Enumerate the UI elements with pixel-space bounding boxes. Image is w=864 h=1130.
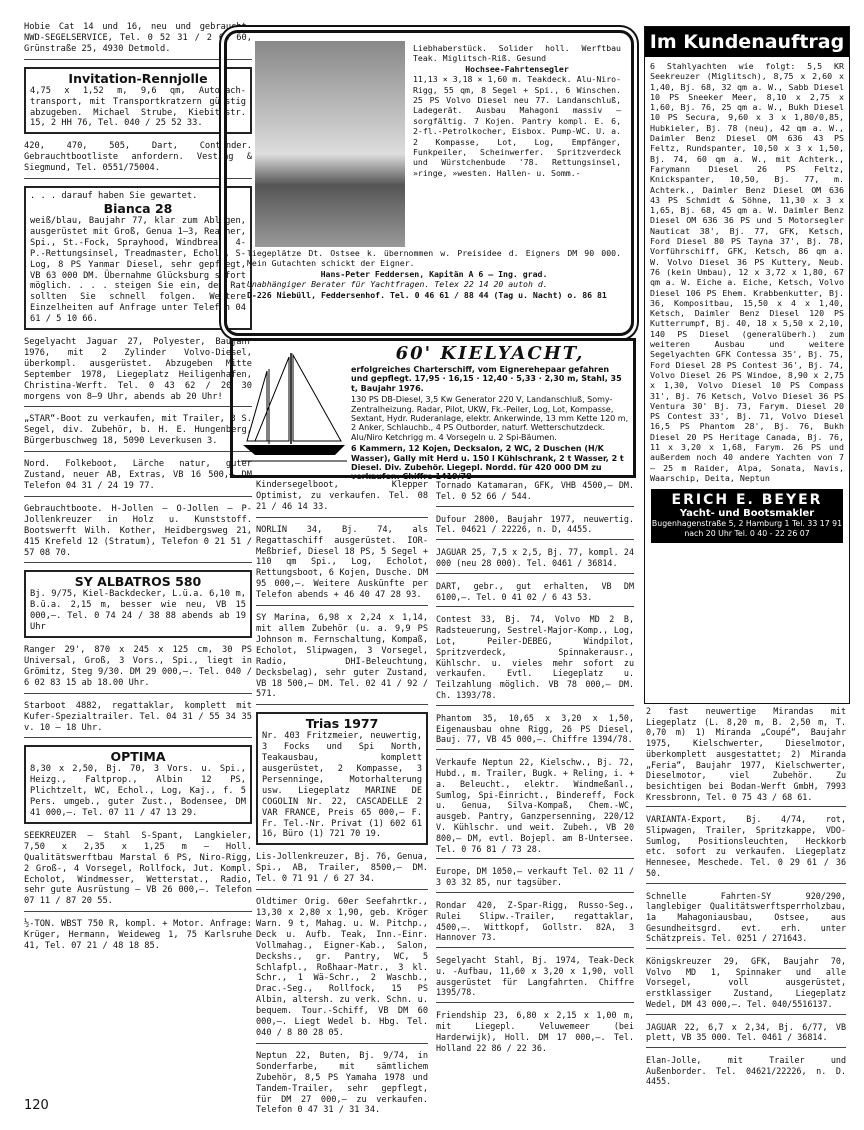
column-2 [436, 480, 634, 1064]
ad-heading: Invitation-Rennjolle [68, 70, 208, 86]
classified-ad [24, 504, 252, 564]
ad-text: weiß/blau, Baujahr 77, klar zum Ablegen, ausgerüstet mit Groß, Genua 1–3, Reacher, Spi., St.-Fock, Sprayhood, Windbreak, 4-P.-Rettungsinsel, Treadmaster, Echol., S-Log, 8 PS Yanmar Diesel, sehr gepflegt, VB 63 000 DM. Übernahme Glücksburg sofort möglich. . . . steigen Sie ein, dem Rat sollten Sie schnell folgen. Weitere Einzelheiten auf Anfrage unter Telefon 04 61 / 5 10 66. [30, 215, 246, 325]
advert-bottom: liegeplätze Dt. Ostsee k. übernommen w. Preisidee d. Eigners DM 90 000. Mein Gutachten schickt der Eigner. [247, 248, 621, 269]
classified-ad [24, 459, 252, 497]
classified-ad [646, 891, 846, 950]
classified-ad [256, 897, 428, 1044]
classified-ad [24, 570, 252, 638]
kielyacht-subtitle: erfolgreiches Charterschiff, vom Eignerehepaar gefahren und gepflegt. 17,95 · 16,15 · 12,40 · 5,33 · 2,30 m, Stahl, 35 t, Baujahr 1976. [351, 365, 622, 393]
classified-ad [646, 1022, 846, 1048]
kielyacht-advert [230, 338, 636, 482]
classified-ad [436, 614, 634, 705]
ad-text: ½-TON. WBST 750 R, kompl. + Motor. Anfrage: Krüger, Hermann, Weideweg 1, 75 Karlsruhe 41, Tel. 07 21 / 48 18 85. [24, 919, 252, 952]
ad-text: 4,75 x 1,52 m, 9,6 qm, Autodach-transport, mit Transportkratzern günstig abzugeben. Michael Strube, Kiebitzstr. 15, 2 HH 76, Tel. 040 / 25 52 33. [30, 85, 246, 129]
classified-ad [24, 22, 252, 60]
advert-signature: Hans-Peter Feddersen, Kapitän A 6 — Ing. grad. [320, 268, 548, 279]
ad-text: Friendship 23, 6,80 x 2,15 x 1,00 m, mit Liegepl. Veluwemeer (bei Harderwijk), Holl. DM 17 000,–. Tel. Holland 22 86 / 22 36. [436, 1010, 634, 1053]
ad-text: Tornado Katamaran, GFK, VHB 4500,– DM. Tel. 0 52 66 / 544. [436, 480, 634, 501]
classified-ad [256, 712, 428, 845]
classified-ad [646, 956, 846, 1015]
ad-text: Oldtimer Orig. 60er Seefahrtkr., 13,30 x 2,80 x 1,90, geb. Kröger Warn. 9 t, Mahag. u. W. Pitchp., Deck u. Aufb. Teak, Inn.-Einr. Vollmahag., Eigner-Kab., Salon, Deckshs., gr. Pantry, WC, 5 Schlafpl., Roßhaar-Matr., 3 kl. Schr., 1 Wä-Schr., 2 Waschb., Drac.-Seg., Rollfock, 15 PS Albin, altersh. zu verk. Schn. u. bequem. Tour.-Schiff, VB DM 60 000,–. Liegt Wedel b. Hbg. Tel. 040 / 8 80 28 05. [256, 897, 428, 1038]
ad-text: Gebrauchtboote. H-Jollen — O-Jollen — P-Jollenkreuzer in Holz u. Kunststoff. Bootswerft Wilh. Kother, Heidbergsweg 21, 415 Krefeld 12 (Stratum), Telefon 0 21 51 / 57 08 70. [24, 503, 252, 558]
beyer-address: Bugenhagenstraße 5, 2 Hamburg 1 Tel. 33 17 91 nach 20 Uhr Tel. 0 40 - 22 26 07 [651, 519, 843, 539]
classified-ad [24, 186, 252, 330]
ad-preface: . . . darauf haben Sie gewartet. [30, 191, 198, 202]
beyer-box [651, 489, 843, 543]
classified-ad [256, 525, 428, 606]
ad-text: Nr. 403 Fritzmeier, neuwertig, 3 Focks und Spi North, Teakausbau, komplett ausgerüstet, 2 Kompasse, 3 Persenninge, Motorhalterung usw. Liegeplatz MARINE DE COGOLIN Nr. 22, CASCADELLE 2 VAR FRANCE, Preis 65 000,– F. Fr. Tel.-Nr. Privat (1) 602 61 16, Büro (1) 721 70 19. [262, 731, 422, 840]
ad-text: NORLIN 34, Bj. 74, als Regattaschiff ausgerüstet. IOR-Meßbrief, Diesel 18 PS, 5 Segel + 110 qm Spi., Log, Echolot, Rettungsboot, 6 Kojen, Dusche. DM 95 000,–. Weitere Auskünfte per Telefon abends + 46 40 47 28 93. [256, 524, 428, 601]
ad-text: Contest 33, Bj. 74, Volvo MD 2 B, Radsteuerung, Sestrel-Major-Komp., Log, Lot, Peiler-DEBEG, Windpilot, Spritzverdeck, Spinnakerausr., Kühlschr. u. vieles mehr sofort zu verkaufen. Evtl. Liegeplatz u. Teilzahlung möglich. VB 78 000,– DM. Ch. 1393/78. [436, 614, 634, 700]
ad-text: DART, gebr., gut erhalten, VB DM 6100,–. Tel. 0 41 02 / 6 43 53. [436, 580, 634, 602]
classified-ad [436, 514, 634, 541]
ad-text: Verkaufe Neptun 22, Kielschw., Bj. 72, Hubd., m. Trailer, Bugk. + Reling, i. + a. Beleucht., elektr. Windmeßanl., Sumlog, Spi-Einricht., Bindereff, Fock u. Genua, Silva-Kompaß, Chem.-WC, ausgeb. Pantry, Ganzpersenning, 220/12 V. Kühlschr. und weit. Zubeh., VB 20 800,– DM, evtl. Bojepl. am B-Untersee. Tel. 0 76 81 / 73 28. [436, 757, 634, 854]
ad-text: Rondar 420, Z-Spar-Rigg, Russo-Seg., Rulei Slipw.-Trailer, regattaklar, 4500,–. Wittkopf, Gollstr. 82A, 3 Hannover 73. [436, 899, 634, 943]
ad-text: Elan-Jolle, mit Trailer und Außenborder. Tel. 04621/22226, n. D. 4455. [646, 1054, 846, 1087]
page-number: 120 [24, 1098, 49, 1113]
classified-ad [646, 814, 846, 883]
classified-ad [646, 706, 846, 807]
classified-ad [24, 831, 252, 912]
ad-text: Königskreuzer 29, GFK, Baujahr 70, Volvo MD 1, Spinnaker und alle Vorsegel, voll ausgerüstet, erstklassiger Zustand, Liegeplatz Wedel, DM 43 000,–. Tel. 040/5516137. [646, 956, 846, 1009]
ad-text: Phantom 35, 10,65 x 3,20 x 1,50, Eigenausbau ohne Rigg, 26 PS Diesel, Bauj. 77, VB 45 000,–. Chiffre 1394/78. [436, 712, 634, 745]
ad-text: Lis-Jollenkreuzer, Bj. 76, Genua, Spi., AB, Trailer, 8500,– DM. Tel. 0 71 91 / 6 27 34. [256, 852, 428, 885]
advert-signature-2: Unabhängiger Berater für Yachtfragen. Telex 22 14 20 autoh d. [247, 279, 548, 290]
classified-ad [24, 337, 252, 407]
ad-text: Segelyacht Stahl, Bj. 1974, Teak-Deck u. -Aufbau, 11,60 x 3,20 x 1,90, voll ausgerüstet für Langfahrten. Chiffre 1395/78. [436, 955, 634, 998]
classified-ad [436, 581, 634, 608]
classified-ad [436, 900, 634, 948]
advert-body: 11,13 × 3,18 × 1,60 m. Teakdeck. Alu-Niro-Rigg, 55 qm, 8 Segel + Spi., 6 Winschen. 25 PS Volvo Diesel neu 77. Landanschluß, Ladegerät. Ausbau Mahagoni massiv — sorgfältig. 7 Kojen. Pantry kompl. E. 6, 2-fl.-Petrolkocher, Eisbox. Pump-WC. U. a. 2 Kompasse, Lot, Log, Empfänger, Funkpeiler, Scheinwerfer. Spritzverdeck und Würstchenbude '78. Rettungsinsel, »ringe, »westen. Hallen- u. Somm.- [413, 74, 621, 178]
kielyacht-body: 130 PS DB-Diesel, 3,5 Kw Generator 220 V, Landanschluß, Somy-Zentralheizung. Radar, Pilot, UKW, Fk.-Peiler, Log, Lot, Kompasse, Sextant, Hydr. Ruderanlage, elektr. Ankerwinde, 13 mm Kette 120 m, 2 Anker, Schlauchb., 4 PS Outborder, naturf. Wetterschutzdeck. Alu/Niro Ketchrigg m. 4 Vorsegeln u. 2 Spi-Bäumen. [351, 395, 629, 442]
kielyacht-body-2: 6 Kammern, 12 Kojen, Decksalon, 2 WC, 2 Duschen (H/K Wasser), Gally mit Herd u. 150 l Kühlschrank, 2 t Wasser, 2 t Diesel. Div. Zubehör. Liegepl. Nordd. für 420 000 DM zu verkaufen. Chiffre 1419/78 [351, 444, 624, 482]
advert-heading: Hochsee-Fahrtensegler [465, 63, 569, 74]
classified-ad [24, 745, 252, 824]
column-3 [256, 480, 428, 1127]
classified-ad [436, 955, 634, 1003]
ad-text: Nord. Folkeboot, Lärche natur, guter Zustand, neuer AB, Extras, VB 16 500,– DM Telefon 04 31 / 24 19 77. [24, 459, 252, 491]
ad-text: Segelyacht Jaguar 27, Polyester, Baujahr 1976, mit 2 Zylinder Volvo-Diesel, überkompl. ausgerüstet. Abzugeben Mitte September 1978, Liegeplatz Heiligenhafen, Christina-Werft. Tel. 0 43 62 / 20 30 morgens von 8–9 Uhr, abends ab 20 Uhr! [24, 337, 252, 402]
classified-ad [256, 480, 428, 518]
ad-text: SY Marina, 6,98 x 2,24 x 1,14, mit allem Zubehör (u. a. 9,9 PS Johnson m. Fernschaltung, Kompaß, Echolot, Slipwagen, 3 Vorsegel, Radio, DHI-Beleuchtung, Decksbelag), sehr guter Zustand, VB 18 500,– DM. Tel. 02 41 / 92 / 571. [256, 613, 428, 700]
ad-heading: Trias 1977 [305, 716, 379, 732]
ad-text: Bj. 9/75, Kiel-Backdecker, L.ü.a. 6,10 m, B.ü.a. 2,15 m, besser wie neu, VB 15 000,–. Tel. 0 74 24 / 38 88 abends ab 19 Uhr [30, 589, 246, 633]
classified-ad [24, 414, 252, 452]
classified-ad [24, 67, 252, 135]
classified-ad [436, 866, 634, 893]
kundenauftrag-list: 6 Stahlyachten wie folgt: 5,5 KR Seekreuzer (Miglitsch), 8,75 x 2,60 x 1,40, Bj. 68, 32 qm a. W., Sabb Diesel 10 PS Sneeker Meer, 8,10 x 2,75 x 1,60, Bj. 76, 25 qm a. W., Bukh Diesel 10 PS Secura, 9,60 x 3 x 1,80/0,85, Hubkieler, Bj. 78 (neu), 42 qm a. W., Daimler Benz Diesel OM 636 43 PS Feltz, Rundspanter, 10,50 x 3 x 1,50, Bj. 74, 60 qm a. W., mit Achterk., Farymann Diesel 26 PS Feltz, Knickspanter, 10,50, Bj. 77, m. Achterk., Daimler Benz Diesel OM 636 43 PS Schmidt & Söhne, 11,30 x 3 x 1,65, Bj. 68, 45 qm a. W. Daimler Benz Diesel OM 636 36 PS und 5 Motorsegler Nauticat 38', Bj. 77, GFK, Ketsch, Ford Diesel 80 PS Tayna 37', Bj. 78, Vorführschiff, GFK, Ketsch, 86 qm a. W. Volvo Diesel 36 PS Kuttery, Neub. 76 (kein Umbau), 12 x 3,72 x 1,80, 67 qm a. W. Eiche a. Eiche, Ketsch, Volvo Diesel 106 PS Ehem. Krabbenkutter, Bj. 36, Kompositbau, 15,50 x 4 x 1,40, Ketsch, Daimler Benz Diesel 120 PS Kutterrumpf, Bj. 40, 18 x 5,50 x 2,10, 140 PS Diesel (generalüberh.) zum weiteren Ausbau und weitere Segelyachten GFK Contessa 35', Bj. 75, Ford Diesel 28 PS Contest 36', Bj. 74, Volvo Diesel 26 PS Windoe, 8,90 x 2,75 x 1,30, Volvo Diesel 10 PS Compass 31', Bj. 76 Ketsch, Volvo Diesel 36 PS Ventura 30' Bj. 73, Farym. Diesel 20 PS Contest 33', Bj. 71, Volvo Diesel 16,5 PS Phantom 28', Bj. 76, Bukh Diesel 20 PS Heritage Canada, Bj. 76, 11 x 3,20 x 1,68, Farym. 26 PS und außerdem noch 40 andere Yachten von 7 – 25 m Raider, Alpa, Sonata, Navis, Waarschip, Deita, Neptun [650, 61, 844, 483]
ad-text: Ranger 29', 870 x 245 x 125 cm, 30 PS Universal, Groß, 3 Vors., Spi., liegt in Grömitz, Steg 9/30. DM 29 000,–. Tel. 040 / 6 02 83 15 ab 18.00 Uhr. [24, 645, 252, 688]
classified-ad [436, 757, 634, 859]
column-1 [24, 22, 252, 963]
kielyacht-title: 60' KIELYACHT, [395, 343, 585, 364]
classified-ad [24, 141, 252, 179]
advert-intro: Liebhaberstück. Solider holl. Werftbau Teak. Miglitsch-Riß. Gesund [413, 43, 621, 64]
ad-text: Kindersegelboot, Klepper Optimist, zu verkaufen. Tel. 08 21 / 46 14 33. [256, 480, 428, 512]
classified-ad [24, 701, 252, 739]
ad-text: Starboot 4882, regattaklar, komplett mit Kufer-Spezialtrailer. Tel. 04 31 / 55 34 35 v. 10 – 18 Uhr. [24, 700, 252, 733]
ad-text: Dufour 2800, Baujahr 1977, neuwertig. Tel. 04621 / 22226, n. D, 4455. [436, 513, 634, 535]
ad-text: „STAR“-Boot zu verkaufen, mit Trailer, 3 S. Segel, div. Zubehör, b. H. E. Hungenberg, Bürgerbuschweg 18, 5090 Leverkusen 3. [24, 414, 252, 447]
ad-heading: SY ALBATROS 580 [74, 574, 202, 590]
classified-ad [436, 480, 634, 507]
column-4 [646, 706, 846, 1098]
ad-text: JAGUAR 25, 7,5 x 2,5, Bj. 77, kompl. 24 000 (neu 28 000). Tel. 0461 / 36814. [436, 547, 634, 568]
sailboat-photo [255, 41, 405, 247]
ad-text: VARIANTA-Export, Bj. 4/74, rot, Slipwagen, Trailer, Spritzkappe, VDO-Sumlog, Positionsleuchten, Heckkorb etc. sofort zu verkaufen. Liegeplatz Hennesee, Meschede. Tel. 0 29 61 / 36 50. [646, 814, 846, 878]
classified-ad [256, 613, 428, 705]
classified-ad [256, 1051, 428, 1120]
yacht-drawing [241, 349, 347, 467]
classified-ad [436, 1010, 634, 1057]
kundenauftrag-box [644, 26, 850, 704]
ad-text: JAGUAR 22, 6,7 x 2,34, Bj. 6/77, VB plett, VB 35 000. Tel. 0461 / 36814. [646, 1021, 846, 1043]
ad-text: Neptun 22, Buten, Bj. 9/74, in Sonderfarbe, mit sämtlichem Zubehör, 8,5 PS Yamaha 1978 und Tandem-Trailer, sehr gepflegt, für DM 27 000,– zu verkaufen. Telefon 0 47 31 / 31 34. [256, 1050, 428, 1116]
feddersen-advert [224, 30, 634, 336]
ad-text: Hobie Cat 14 und 16, neu und gebraucht. NWD-SEGELSERVICE, Tel. 0 52 31 / 2 68 60, Grünstraße 25, 4930 Detmold. [24, 22, 252, 54]
classified-ad [646, 1055, 846, 1091]
ad-text: 420, 470, 505, Dart, Contender. Gebrauchtbootliste anfordern. Vesting & Siegmund, Tel. 0551/75004. [24, 141, 252, 174]
kundenauftrag-banner: Im Kundenauftrag [645, 27, 849, 57]
ad-text: 2 fast neuwertige Mirandas mit Liegeplatz (L. 8,20 m, B. 2,50 m, T. 0,70 m) 1) Miranda „Coupé“, Baujahr 1975, Kielschwerter, Dieselmotor, überkomplett ausgestattet; 2) Miranda „Feria“, Baujahr 1977, Kielschwerter, Dieselmotor, viel Zubehör. Zu besichtigen bei Bodan-Werft GmbH, 7993 Kressbronn, Tel. 0 75 43 / 68 61. [646, 706, 846, 802]
classified-ad [24, 919, 252, 956]
classified-ad [24, 645, 252, 694]
classified-ad [256, 852, 428, 890]
beyer-name: ERICH E. BEYER [671, 492, 823, 509]
ad-heading: Bianca 28 [103, 200, 173, 216]
classified-ad [436, 547, 634, 574]
advert-address: D-226 Niebüll, Feddersenhof. Tel. 0 46 61 / 88 44 (Tag u. Nacht) o. 86 81 [247, 289, 607, 300]
beyer-subtitle: Yacht- und Bootsmakler [679, 508, 815, 520]
classified-ad [436, 713, 634, 750]
ad-text: SEEKREUZER — Stahl S-Spant, Langkieler, 7,50 x 2,35 x 1,25 m — Holl. Qualitätswerftbau Marstal 6 PS, Niro-Rigg, 2 Groß-, 4 Vorsegel, Rollfock, Jut. Kompl. Echolot, Windmesser, Wetterstat., Radio, sehr gute Ausrüstung — VB 26 000,–. Telefon 07 11 / 87 20 55. [24, 830, 252, 907]
ad-heading: OPTIMA [110, 749, 166, 765]
ad-text: Schnelle Fahrten-SY 920/290, langlebiger Qualitätswerftsperrholzbau, 1a Mahagoniausbau, Ostsee, aus Gesundheitsgrd. evt. erh. unter Schätzpreis. Tel. 0251 / 271643. [646, 890, 846, 944]
ad-text: 8,30 x 2,50, Bj. 70, 3 Vors. u. Spi., Heizg., Faltprop., Albin 12 PS, Plichtzelt, WC, Echol., Log, Kaj., f. 5 Pers. umgeb., guter Zust., Bodensee, DM 41 000,–. Tel. 07 11 / 47 13 29. [30, 764, 246, 819]
ad-text: Europe, DM 1050,– verkauft Tel. 02 11 / 3 03 32 85, nur tagsüber. [436, 866, 634, 888]
